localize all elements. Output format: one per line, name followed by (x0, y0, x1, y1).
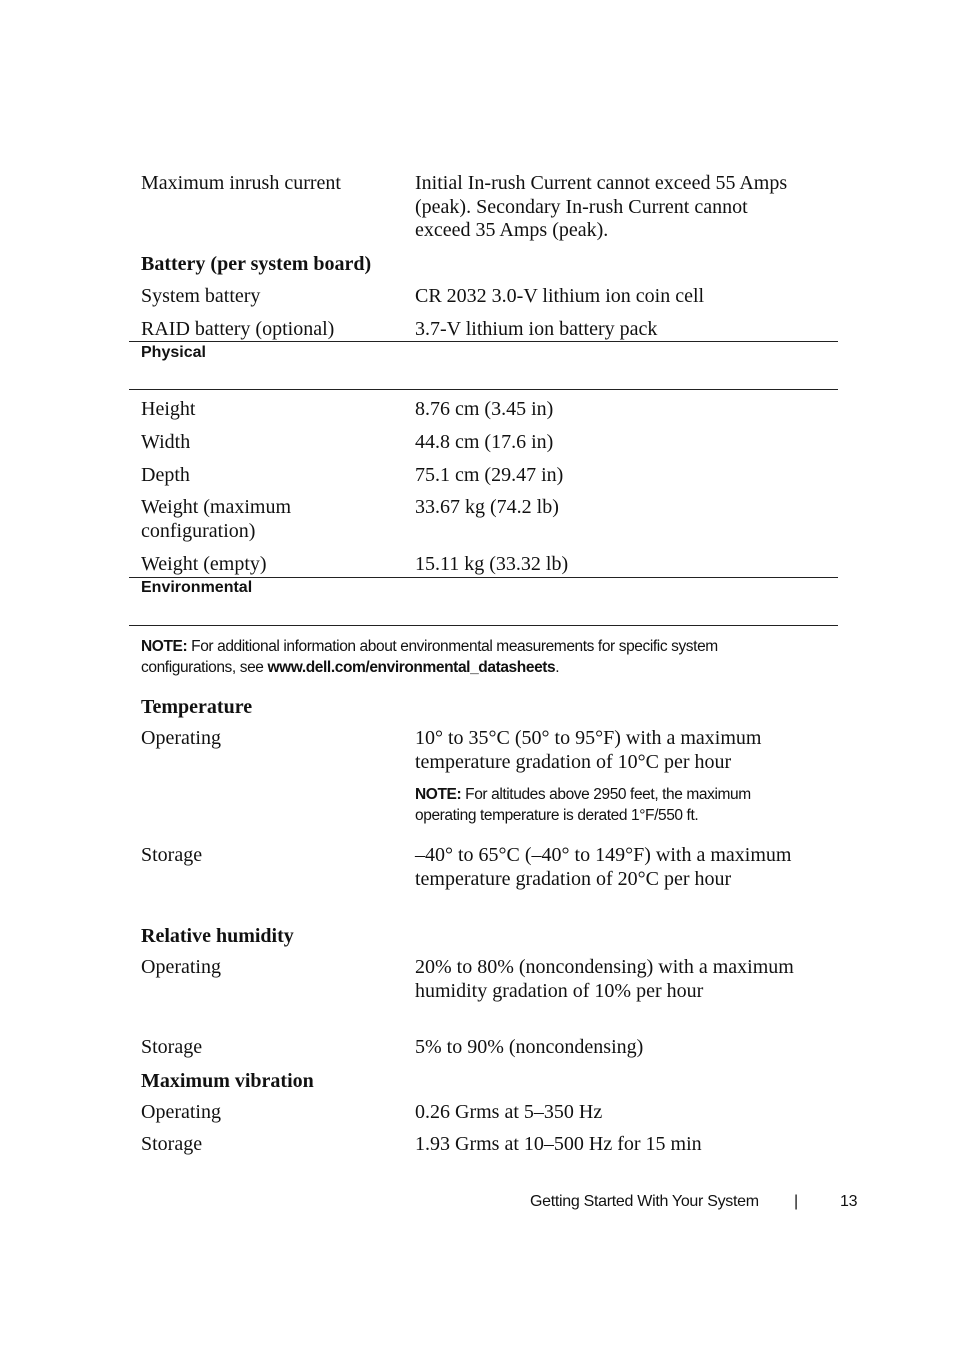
note-text: For altitudes above 2950 feet, the maximum operating temperature is derated 1°F/550 ft. (415, 786, 751, 824)
spec-value: Initial In-rush Current cannot exceed 55 Amps (peak). Secondary In-rush Current cannot exceed 35 Amps (peak). (415, 172, 788, 241)
spec-label: Storage (141, 1133, 203, 1155)
note-label: NOTE: (141, 638, 188, 655)
spec-value: 5% to 90% (noncondensing) (415, 1036, 644, 1058)
spec-label: Height (141, 398, 196, 420)
spec-label: Storage (141, 1036, 203, 1058)
spec-value: 33.67 kg (74.2 lb) (415, 496, 559, 518)
divider (129, 389, 838, 390)
footer-separator: | (794, 1193, 798, 1210)
spec-value: –40° to 65°C (–40° to 149°F) with a maximum temperature gradation of 20°C per hour (415, 844, 792, 890)
section-title-environmental: Environmental (141, 579, 253, 596)
spec-value: 3.7-V lithium ion battery pack (415, 318, 658, 340)
spec-label: RAID battery (optional) (141, 318, 335, 340)
spec-label: Operating (141, 1101, 221, 1123)
spec-label: Maximum inrush current (141, 172, 341, 194)
spec-label: System battery (141, 285, 261, 307)
spec-value: 1.93 Grms at 10–500 Hz for 15 min (415, 1133, 702, 1155)
spec-value: 20% to 80% (noncondensing) with a maximum humidity gradation of 10% per hour (415, 956, 794, 1002)
battery-heading: Battery (per system board) (141, 253, 372, 275)
note-label: NOTE: (415, 786, 462, 803)
divider (129, 341, 838, 342)
note-end: . (555, 659, 560, 676)
spec-label: Storage (141, 844, 203, 866)
spec-label: Operating (141, 727, 221, 749)
temperature-note (415, 784, 815, 826)
spec-label: Width (141, 431, 191, 453)
datasheets-link[interactable]: www.dell.com/environmental_datasheets (267, 659, 556, 676)
page-number: 13 (840, 1193, 858, 1210)
spec-value: 15.11 kg (33.32 lb) (415, 553, 569, 575)
vibration-heading: Maximum vibration (141, 1070, 314, 1092)
spec-value: 75.1 cm (29.47 in) (415, 464, 564, 486)
environmental-note (141, 636, 801, 678)
spec-label: Operating (141, 956, 221, 978)
spec-value: 8.76 cm (3.45 in) (415, 398, 554, 420)
section-title-physical: Physical (141, 344, 206, 361)
temperature-heading: Temperature (141, 696, 253, 718)
humidity-heading: Relative humidity (141, 925, 294, 947)
spec-value: CR 2032 3.0-V lithium ion coin cell (415, 285, 705, 307)
note-text: For additional information about environmental measurements for specific system configurations, see (141, 638, 718, 676)
spec-value: 44.8 cm (17.6 in) (415, 431, 554, 453)
spec-label: Depth (141, 464, 190, 486)
spec-value: 10° to 35°C (50° to 95°F) with a maximum temperature gradation of 10°C per hour (415, 727, 762, 773)
footer-title: Getting Started With Your System (530, 1193, 759, 1210)
spec-label: Weight (maximum configuration) (141, 496, 292, 542)
divider (129, 625, 838, 626)
spec-label: Weight (empty) (141, 553, 267, 575)
spec-value: 0.26 Grms at 5–350 Hz (415, 1101, 603, 1123)
